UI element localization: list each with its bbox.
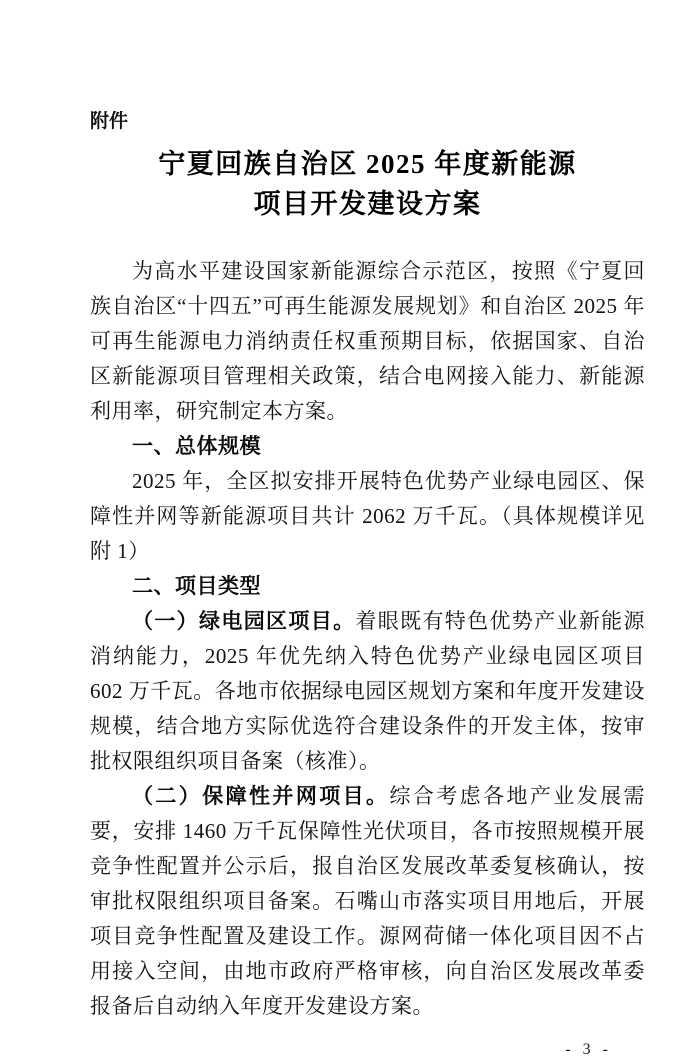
document-body [90,254,645,1024]
paragraph: 2025 年，全区拟安排开展特色优势产业绿电园区、保障性并网等新能源项目共计 2062 万千瓦。（具体规模详见附 1） [90,469,645,563]
paragraph-lead: （一）绿电园区项目。 [132,609,356,633]
paragraph-lead: （二）保障性并网项目。 [132,784,390,808]
title-line-1: 宁夏回族自治区 2025 年度新能源 [158,149,577,179]
paragraph: 为高水平建设国家新能源综合示范区，按照《宁夏回族自治区“十四五”可再生能源发展规划》和自治区 2025 年可再生能源电力消纳责任权重预期目标，依据国家、自治区新能源项目管理相关政策，结合电网接入能力、新能源利用率，研究制定本方案。 [90,259,645,423]
section-heading: 一、总体规模 [132,435,261,458]
title-line-2: 项目开发建设方案 [253,189,482,219]
document-title [90,144,645,224]
section-heading: 二、项目类型 [132,575,261,598]
paragraph: （一）绿电园区项目。着眼既有特色优势产业新能源消纳能力，2025 年优先纳入特色优势产业绿电园区项目 602 万千瓦。各地市依据绿电园区规划方案和年度开发建设规模，结合地方实际优选符合建设条件的开发主体，按审批权限组织项目备案（核准）。 [90,609,646,773]
page-number: - 3 - [565,1041,612,1058]
attachment-label: 附件 [90,111,129,132]
paragraph: （二）保障性并网项目。综合考虑各地产业发展需要，安排 1460 万千瓦保障性光伏项目，各市按照规模开展竞争性配置并公示后，报自治区发展改革委复核确认，按审批权限组织项目备案。石嘴山市落实项目用地后，开展项目竞争性配置及建设工作。源网荷储一体化项目因不占用接入空间，由地市政府严格审核，向自治区发展改革委报备后自动纳入年度开发建设方案。 [90,784,645,1018]
